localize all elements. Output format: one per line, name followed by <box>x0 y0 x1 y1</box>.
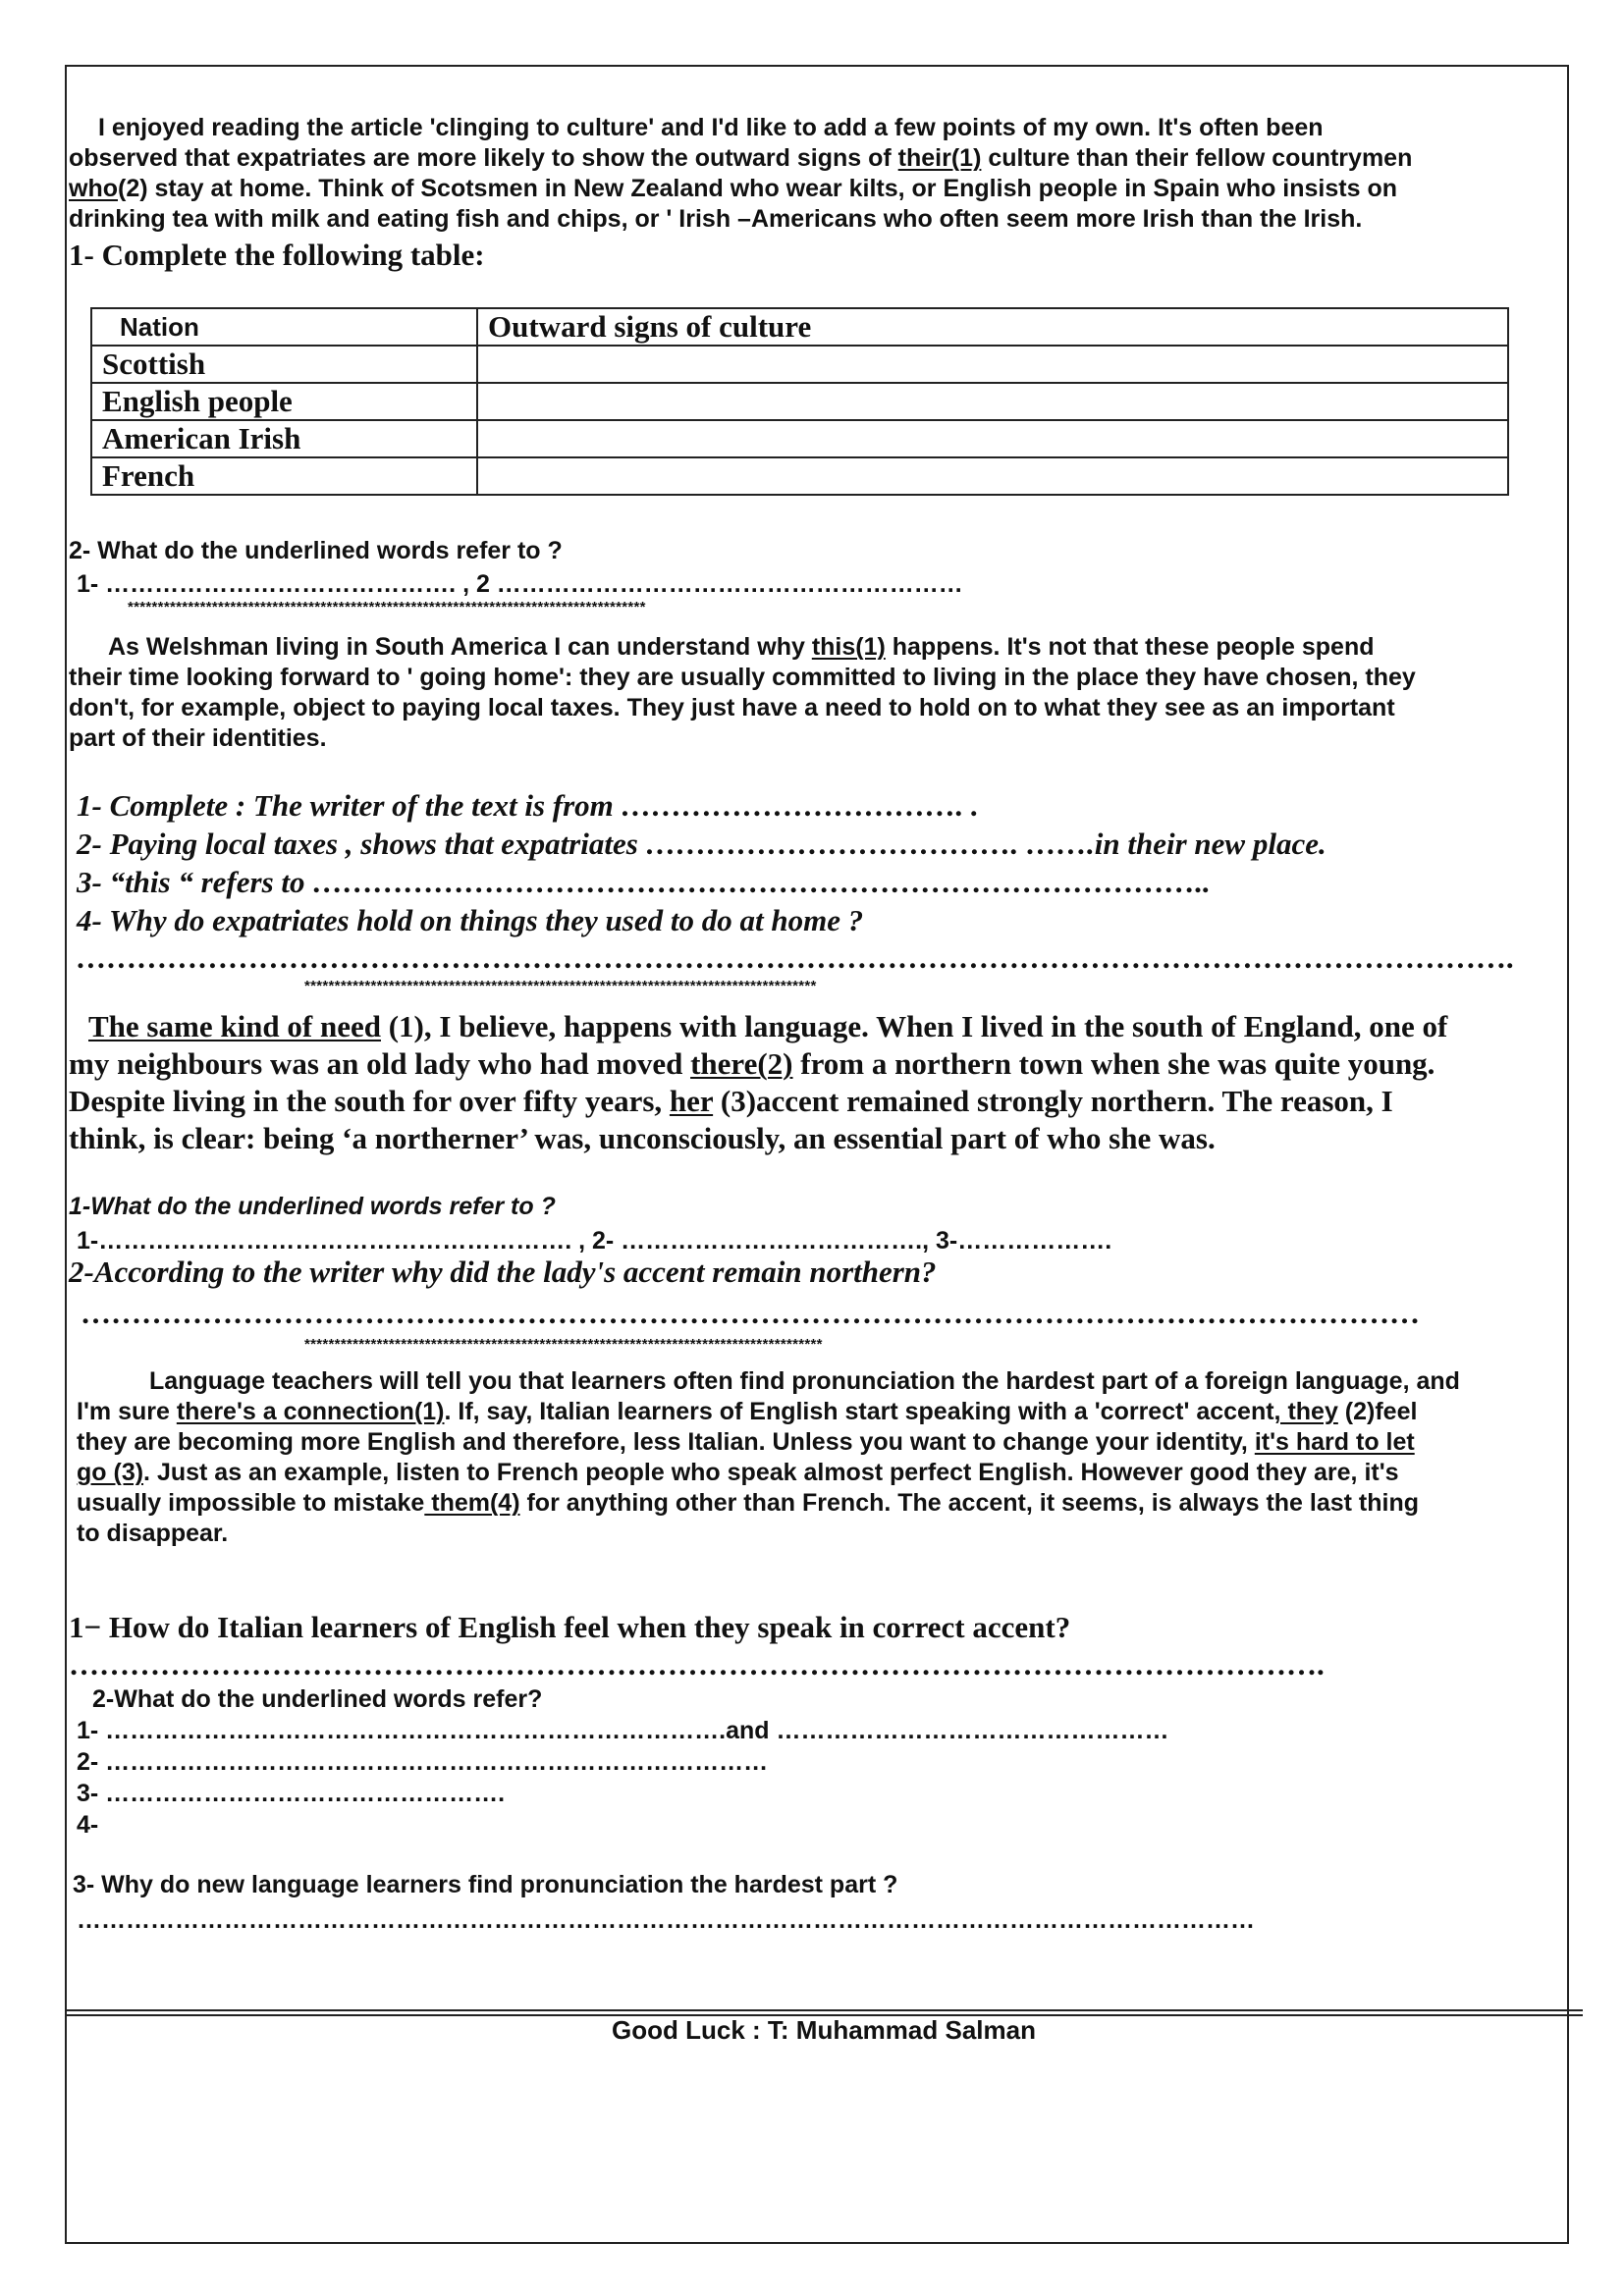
passage-4-line-4: go (3). Just as an example, listen to French people who speak almost perfect English. However good they are, it's <box>77 1459 1399 1486</box>
table-cell-answer[interactable] <box>477 420 1508 457</box>
question-3-item-2: 2- Paying local taxes , shows that expatriates ………………………………. …….in their new place. <box>77 827 1326 861</box>
passage-4-line-5: usually impossible to mistake them(4) for anything other than French. The accent, it seems, is always the last thing <box>77 1489 1420 1517</box>
underlined-they: , they <box>1273 1398 1338 1425</box>
underlined-connection: there's a connection(1) <box>176 1398 445 1425</box>
table-row <box>91 420 1508 457</box>
passage-4-line-6: to disappear. <box>77 1520 229 1547</box>
question-3-item-4: 4- Why do expatriates hold on things they used to do at home ? <box>77 903 864 937</box>
table-cell-answer[interactable] <box>477 457 1508 495</box>
question-5b-answer-4[interactable]: 4- <box>77 1811 99 1839</box>
question-5c-text: 3- Why do new language learners find pronunciation the hardest part ? <box>73 1871 898 1898</box>
table-header-row <box>91 308 1508 346</box>
table-cell-nation: American Irish <box>91 420 477 457</box>
underlined-their: their(1) <box>897 144 982 172</box>
underlined-her: her <box>669 1084 714 1118</box>
table-cell-nation: French <box>91 457 477 495</box>
passage-2-line-3: don't, for example, object to paying local taxes. They just have a need to hold on to what they see as an important <box>69 694 1395 721</box>
question-4b-answer-line[interactable]: …………………………………………………………………………………………………………………… <box>81 1296 1420 1330</box>
underlined-same-kind-of-need: The same kind of need <box>88 1009 381 1043</box>
question-5b-answer-2[interactable]: 2- ……………………………………………………………………… <box>77 1748 769 1776</box>
passage-3-line-1: The same kind of need (1), I believe, happens with language. When I lived in the south of England, one of <box>88 1009 1448 1043</box>
table-cell-answer[interactable] <box>477 383 1508 420</box>
question-1-heading: 1- Complete the following table: <box>69 238 485 272</box>
question-5b-answer-3[interactable]: 3- …………………………………………. <box>77 1780 506 1807</box>
question-5-text: 1− How do Italian learners of English feel when they speak in correct accent? <box>69 1610 1071 1644</box>
question-5b-title: 2-What do the underlined words refer? <box>92 1685 543 1713</box>
passage-4-line-3: they are becoming more English and therefore, less Italian. Unless you want to change your identity, it's hard to let <box>77 1428 1415 1456</box>
table-header-nation: Nation <box>91 308 477 346</box>
underlined-this: this(1) <box>811 633 886 661</box>
footer-divider-top <box>65 2009 1583 2011</box>
passage-1-line-1: I enjoyed reading the article 'clinging to culture' and I'd like to add a few points of my own. It's often been <box>98 114 1324 141</box>
passage-1-line-2: observed that expatriates are more likely to show the outward signs of their(1) culture than their fellow countrymen <box>69 144 1413 172</box>
underlined-hard-to-let-go: it's hard to let <box>1254 1428 1415 1456</box>
question-2-answer-line[interactable]: 1- ……………………………………. , 2 ………………………………………………… <box>77 570 963 598</box>
question-3-answer-line[interactable]: ……………………………………………………………………………………………………………………………. <box>77 940 1515 975</box>
passage-2-line-4: part of their identities. <box>69 724 327 752</box>
passage-3-line-3: Despite living in the south for over fifty years, her (3)accent remained strongly northern. The reason, I <box>69 1084 1393 1118</box>
question-4-answer-line[interactable]: 1-…………………………………………………. , 2- ………………………………., 3-………………. <box>77 1227 1112 1255</box>
separator-stars-3: ************************************************************************************** <box>304 1336 823 1353</box>
table-header-signs: Outward signs of culture <box>477 308 1508 346</box>
separator-stars-2: ************************************************************************************* <box>304 978 817 994</box>
question-5b-answer-1[interactable]: 1- ………………………………………………………………….and ………………………………………… <box>77 1717 1169 1744</box>
underlined-there: there(2) <box>690 1046 793 1081</box>
culture-table <box>90 307 1509 496</box>
footer-credit: Good Luck : T: Muhammad Salman <box>612 2015 1036 2045</box>
passage-1-line-3: who(2) stay at home. Think of Scotsmen in New Zealand who wear kilts, or English people in Spain who insists on <box>69 175 1397 202</box>
passage-3-line-4: think, is clear: being ‘a northerner’ was, unconsciously, an essential part of who she was. <box>69 1121 1216 1155</box>
passage-3-line-2: my neighbours was an old lady who had moved there(2) from a northern town when she was quite young. <box>69 1046 1435 1081</box>
underlined-go: go (3) <box>77 1459 144 1486</box>
table-cell-answer[interactable] <box>477 346 1508 383</box>
underlined-them: them(4) <box>424 1489 520 1517</box>
question-5-answer-line[interactable]: ……………………………………………………………………………………………………………. <box>69 1647 1325 1682</box>
passage-2-line-1: As Welshman living in South America I can understand why this(1) happens. It's not that these people spend <box>108 633 1375 661</box>
underlined-who: who <box>69 175 118 202</box>
question-4b-text: 2-According to the writer why did the lady's accent remain northern? <box>69 1255 937 1289</box>
table-row <box>91 383 1508 420</box>
passage-4-line-1: Language teachers will tell you that learners often find pronunciation the hardest part of a foreign language, and <box>149 1367 1460 1395</box>
question-4-title: 1-What do the underlined words refer to ? <box>69 1193 556 1220</box>
table-cell-nation: English people <box>91 383 477 420</box>
question-3-item-1: 1- Complete : The writer of the text is from ……………………………. . <box>77 788 979 823</box>
passage-1-line-4: drinking tea with milk and eating fish and chips, or ' Irish –Americans who often seem more Irish than the Irish. <box>69 205 1363 233</box>
question-5c-answer-line[interactable]: ……………………………………………………………………………………………………………………………… <box>77 1906 1255 1934</box>
table-cell-nation: Scottish <box>91 346 477 383</box>
passage-4-line-2: I'm sure there's a connection(1). If, say, Italian learners of English start speaking with a 'correct' accent, they (2)feel <box>77 1398 1418 1425</box>
table-row <box>91 457 1508 495</box>
separator-stars-1: ************************************************************************************** <box>128 599 646 615</box>
question-2-title: 2- What do the underlined words refer to ? <box>69 537 563 564</box>
question-3-item-3: 3- “this “ refers to …………………………………………………………………………….. <box>77 865 1211 899</box>
table-row <box>91 346 1508 383</box>
passage-2-line-2: their time looking forward to ' going home': they are usually committed to living in the place they have chosen, they <box>69 664 1416 691</box>
